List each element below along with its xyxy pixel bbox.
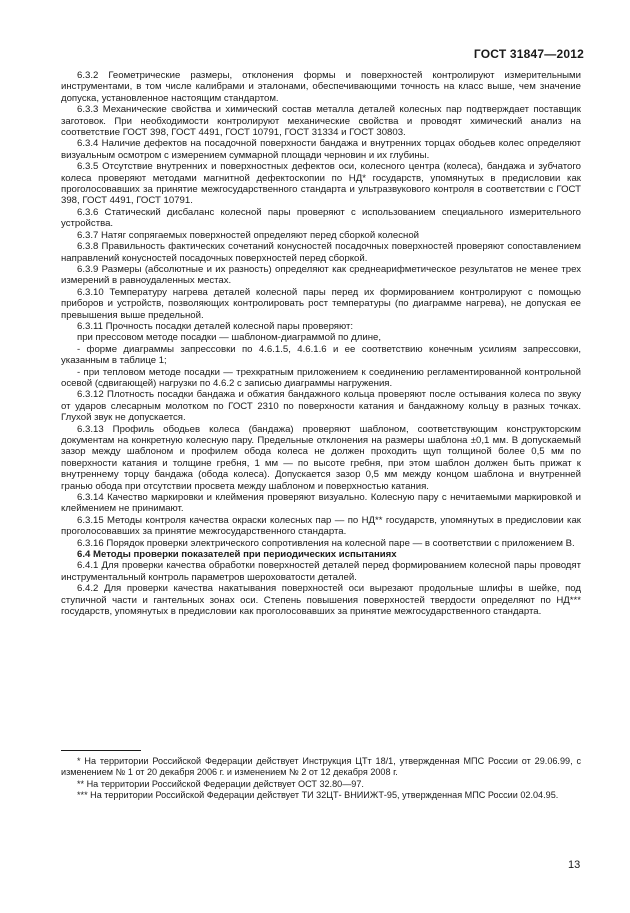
- paragraph-6-3-7: 6.3.7 Натяг сопрягаемых поверхностей определяют перед сборкой колесной: [77, 229, 420, 241]
- document-body: [61, 70, 581, 618]
- paragraph-6-4-1: 6.4.1 Для проверки качества обработки поверхностей деталей перед формированием колесной пары проводят инструментальный контроль параметров шероховатости деталей.: [61, 560, 581, 583]
- paragraph-6-3-15: 6.3.15 Методы контроля качества окраски колесных пар — по НД** государств, упомянутых в предисловии как проголосовавших за принятие межгосударственного стандарта.: [61, 514, 581, 538]
- paragraph-6-3-6: 6.3.6 Статический дисбаланс колесной пары проверяют с использованием специального измерительного устройства.: [61, 206, 581, 230]
- paragraph-6-3-8: 6.3.8 Правильность фактических сочетаний конусностей посадочных поверхностей проверяют сопоставлением направлений конусностей посадочных поверхностей перед сборкой.: [61, 241, 581, 264]
- footnote-1: * На территории Российской Федерации действует Инструкция ЦТт 18/1, утвержденная МПС России от 29.06.99, с изменением № 1 от 20 декабря 2006 г. и изменением № 2 от 12 декабря 2008 г.: [61, 756, 581, 778]
- paragraph-6-3-3: 6.3.3 Механические свойства и химический состав металла деталей колесных пар подтверждает поставщик заготовок. При необходимости контролируют механические свойства и проводят химический анализ на соответствие ГОСТ 398, ГОСТ 4491, ГОСТ 10791, ГОСТ 31334 и ГОСТ 30803.: [61, 104, 581, 139]
- document-header: ГОСТ 31847—2012: [473, 47, 584, 61]
- paragraph-6-3-9: 6.3.9 Размеры (абсолютные и их разность) определяют как среднеарифметическое результатов не менее трех измерений в равноудаленных местах.: [61, 263, 581, 287]
- paragraph-6-3-10: 6.3.10 Температуру нагрева деталей колесной пары перед их формированием контролируют с помощью приборов и устройств, позволяющих контролировать рост температуры (по диаграмме нагрева), не допуская ее превышения выше предельной.: [61, 286, 581, 321]
- page-number: 13: [568, 859, 581, 871]
- paragraph-6-4-2: 6.4.2 Для проверки качества накатывания поверхностей оси вырезают продольные шлифы в шейке, под ступичной части и гантельных зонах оси. Степень повышения поверхностей твердости определяют по НД*** государств, упомянутых в предисловии как проголосовавших за принятие межгосударственного стандарта.: [61, 583, 581, 618]
- paragraph-6-3-11: 6.3.11 Прочность посадки деталей колесной пары проверяют:: [77, 320, 354, 332]
- footnote-3: *** На территории Российской Федерации действует ТИ 32ЦТ- ВНИИЖТ-95, утвержденная МПС России 02.04.95.: [77, 790, 559, 801]
- section-heading-6-4: 6.4 Методы проверки показателей при периодических испытаниях: [77, 549, 397, 561]
- footnote-2: ** На территории Российской Федерации действует ОСТ 32.80—97.: [77, 778, 364, 789]
- paragraph-6-3-4: 6.3.4 Наличие дефектов на посадочной поверхности бандажа и внутренних торцах ободьев колес определяют визуальным осмотром с измерением суммарной площади черновин и их глубины.: [61, 138, 581, 161]
- paragraph-6-3-2: 6.3.2 Геометрические размеры, отклонения формы и поверхностей контролируют измерительными инструментами, в том числе калибрами и эталонами, обеспечивающими точность на класс выше, чем значение допуска, установленное настоящим стандартом.: [61, 70, 581, 104]
- paragraph-6-3-11-diagram: - форме диаграммы запрессовки по 4.6.1.5, 4.6.1.6 и ее соответствию конечным усилиям запрессовки, указанным в таблице 1;: [61, 343, 581, 367]
- paragraph-6-3-11-press: при прессовом методе посадки — шаблоном-диаграммой по длине,: [77, 332, 382, 344]
- paragraph-6-3-14: 6.3.14 Качество маркировки и клеймения проверяют визуально. Колесную пару с нечитаемыми маркировкой и клеймением не принимают.: [61, 492, 581, 515]
- paragraph-6-3-16: 6.3.16 Порядок проверки электрического сопротивления на колесной паре — в соответствии с приложением В.: [77, 537, 575, 549]
- paragraph-6-3-13: 6.3.13 Профиль ободьев колеса (бандажа) проверяют шаблоном, соответствующим конструкторским документам на конкретную колесную пару. Предельные отклонения на размеры шаблона ±0,1 мм. В допускаемый зазор между шаблоном и профилем обода колеса не должен проходить щуп толщиной более 0,5 мм по поверхности катания и толщине гребня, 1 мм — по высоте гребня, при этом шаблон должен быть прижат к внутреннему торцу бандажа (обода колеса). Допускается зазор 0,5 мм между концом шаблона и внутренней гранью обода при отсутствии просвета между шаблоном и поверхностью катания.: [61, 423, 581, 492]
- paragraph-6-3-11-thermal: - при тепловом методе посадки — трехкратным приложением к соединению регламентированной контрольной осевой (сдвигающей) нагрузки по 4.6.2 с записью диаграммы нагружения.: [61, 366, 581, 389]
- paragraph-6-3-12: 6.3.12 Плотность посадки бандажа и обжатия бандажного кольца проверяют после остывания колеса по звуку от ударов слесарным молотком по ГОСТ 2310 по поверхности катания и бандажному кольцу в разных точках. Глухой звук не допускается.: [61, 389, 581, 424]
- footnote-divider: [61, 750, 141, 751]
- paragraph-6-3-5: 6.3.5 Отсутствие внутренних и поверхностных дефектов оси, колесного центра (колеса), бандажа и зубчатого колеса проверяют методами магнитной дефектоскопии по НД* государств, упомянутых в предисловии как проголосовавших за принятие межгосударственного стандарта и ультразвукового контроля в соответствии с ГОСТ 398, ГОСТ 4491, ГОСТ 10791.: [61, 161, 581, 207]
- footnotes: [61, 756, 581, 802]
